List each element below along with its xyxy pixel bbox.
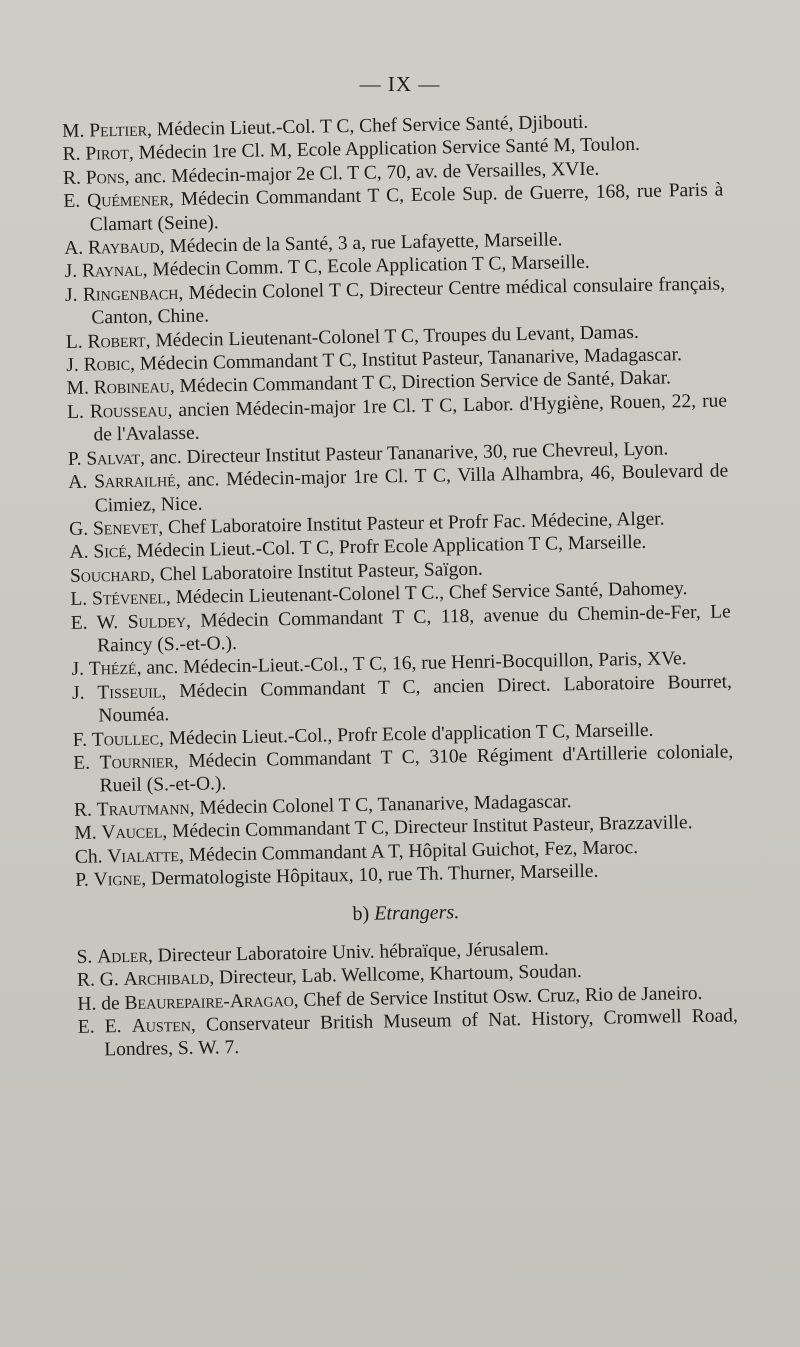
- member-initial: E. W.: [70, 611, 119, 634]
- member-name: Beaurepaire-Aragao: [124, 989, 294, 1014]
- member-initial: G.: [68, 518, 89, 540]
- member-details: , anc. Directeur Institut Pasteur Tananarive, 30, rue Chevreul, Lyon.: [139, 438, 669, 469]
- foreign-members-list: [76, 934, 738, 1063]
- member-details: , Dermatologiste Hôpitaux, 10, rue Th. Thurner, Marseille.: [141, 860, 599, 890]
- member-name: Trautmann: [96, 797, 190, 821]
- member-initial: L.: [70, 588, 88, 611]
- member-details: , Médecin Lieut.-Col. T C, Profr Ecole Application T C, Marseille.: [126, 532, 647, 563]
- member-details: , Conservateur British Museum of Nat. History, Cromwell Road, Londres, S. W. 7.: [104, 1005, 738, 1061]
- member-details: , Médecin de la Santé, 3 a, rue Lafayette, Marseille.: [159, 229, 563, 258]
- member-details: , Médecin Lieutenant-Colonel T C., Chef Service Santé, Dahomey.: [165, 578, 688, 609]
- member-details: , Médecin Lieutenant-Colonel T C, Troupes du Levant, Damas.: [145, 321, 639, 352]
- member-initial: F.: [72, 729, 88, 751]
- member-name: Robert: [87, 330, 146, 353]
- member-name: Vigne: [93, 868, 142, 891]
- member-list: [62, 108, 738, 1062]
- member-name: Sarrailhé: [93, 470, 176, 493]
- member-initial: R.: [62, 167, 82, 189]
- member-details: , Médecin 1re Cl. M, Ecole Application Service Santé M, Toulon.: [128, 134, 641, 165]
- member-initial: L.: [66, 401, 85, 423]
- member-initial: J.: [71, 682, 85, 704]
- page-number: — IX —: [359, 72, 441, 96]
- member-initial: A.: [68, 471, 88, 494]
- member-details: , ancien Médecin-major 1re Cl. T C, Labor. d'Hygiène, Rouen, 22, rue de l'Avalasse.: [93, 390, 728, 446]
- member-details: , Chel Laboratoire Institut Pasteur, Saïgon.: [149, 558, 483, 586]
- section-heading-foreign: [76, 897, 736, 932]
- member-details: , Médecin Commandant T C, 118, avenue du Chemin-de-Fer, Le Raincy (S.-et-O.).: [97, 600, 731, 657]
- member-initial: E.: [73, 752, 91, 774]
- member-initial: R.: [62, 144, 81, 166]
- member-initial: S.: [76, 946, 93, 968]
- member-name: Quémener: [87, 189, 170, 212]
- member-name: Suldey: [127, 610, 187, 633]
- member-name: Sicé: [93, 541, 127, 563]
- member-initial: E.: [63, 190, 81, 213]
- member-name: Salvat: [86, 447, 141, 470]
- member-details: , Médecin Commandant T C, Institut Pasteur, Tananarive, Madagascar.: [129, 344, 683, 375]
- member-name: Rousseau: [89, 400, 168, 423]
- member-initial: J.: [64, 261, 78, 283]
- member-initial: J.: [71, 659, 85, 681]
- member-initial: H. de: [77, 992, 120, 1015]
- member-name: Archibald: [123, 967, 210, 991]
- member-name: Robic: [83, 353, 131, 376]
- member-details: , Médecin Commandant T C, 310e Régiment d'Artillerie coloniale, Rueil (S.-et-O.).: [99, 741, 734, 797]
- member-initial: A.: [64, 237, 84, 260]
- member-details: , Chef de Service Institut Osw. Cruz, Rio de Janeiro.: [293, 982, 703, 1011]
- member-name: Peltier: [89, 119, 148, 142]
- member-name: Ringenbach: [82, 282, 179, 306]
- member-name: Pons: [85, 166, 125, 189]
- member-initial: M.: [62, 120, 85, 142]
- member-name: Vialatte: [107, 844, 180, 867]
- member-details: , Chef Laboratoire Institut Pasteur et Profr Fac. Médecine, Alger.: [158, 508, 665, 539]
- member-initial: P.: [75, 869, 90, 891]
- member-initial: J.: [64, 284, 78, 306]
- section-letter: b): [352, 903, 370, 926]
- member-details: , Médecin Colonel T C, Directeur Centre médical consulaire français, Canton, Chine.: [91, 273, 726, 329]
- member-name: Souchard: [69, 564, 151, 587]
- french-members-list: [62, 108, 735, 892]
- member-details: , anc. Médecin-Lieut.-Col., T C, 16, rue Henri-Bocquillon, Paris, XVe.: [136, 648, 687, 680]
- member-name: Vaucel: [101, 821, 163, 844]
- member-details: , anc. Médecin-major 2e Cl. T C, 70, av. de Versailles, XVIe.: [124, 158, 600, 188]
- member-initial: R. G.: [76, 969, 119, 992]
- member-initial: A.: [69, 541, 89, 564]
- member-details: , Médecin Commandant T C, ancien Direct. Laboratoire Bourret, Nouméa.: [98, 671, 733, 727]
- member-details: , Directeur, Lab. Wellcome, Khartoum, Soudan.: [209, 961, 582, 989]
- member-details: , Médecin Lieut.-Col. T C, Chef Service Santé, Djibouti.: [146, 111, 589, 141]
- member-details: , Médecin Commandant T C, Directeur Institut Pasteur, Brazzaville.: [162, 812, 693, 843]
- member-initial: M.: [66, 378, 90, 400]
- member-details: , Médecin Commandant A T, Hôpital Guichot, Fez, Maroc.: [178, 836, 639, 866]
- member-name: Austen: [131, 1014, 192, 1037]
- member-details: , Médecin Commandant T C, Ecole Sup. de Guerre, 168, rue Paris à Clamart (Seine).: [89, 179, 724, 236]
- member-details: , Médecin Lieut.-Col., Profr Ecole d'application T C, Marseille.: [158, 719, 654, 749]
- member-details: , Médecin Colonel T C, Tananarive, Madagascar.: [189, 790, 572, 819]
- member-name: Pirot: [85, 143, 130, 166]
- member-initial: R.: [73, 799, 93, 821]
- member-details: , Médecin Commandant T C, Direction Service de Santé, Dakar.: [169, 367, 672, 398]
- member-name: Robineau: [93, 376, 170, 399]
- member-details: , Directeur Laboratoire Univ. hébraïque, Jérusalem.: [147, 938, 550, 967]
- member-name: Stévenel: [91, 587, 167, 610]
- member-details: , Médecin Comm. T C, Ecole Application T C, Marseille.: [142, 252, 590, 282]
- member-name: Tournier: [99, 751, 175, 774]
- member-name: Raynal: [81, 260, 143, 283]
- member-name: Adler: [97, 945, 149, 968]
- section-title: Etrangers.: [374, 901, 460, 926]
- member-initial: M.: [74, 822, 97, 845]
- member-initial: L.: [65, 331, 83, 353]
- member-name: Raybaud: [87, 236, 160, 259]
- member-details: , anc. Médecin-major 1re Cl. T C, Villa Alhambra, 46, Boulevard de Cimiez, Nice.: [94, 460, 729, 516]
- member-initial: Ch.: [74, 846, 103, 868]
- member-name: Thézé: [88, 658, 137, 680]
- member-initial: J.: [66, 354, 79, 377]
- member-name: Senevet: [92, 517, 159, 540]
- member-initial: E. E.: [77, 1016, 122, 1038]
- member-initial: P.: [67, 448, 82, 470]
- member-name: Toullec: [91, 727, 160, 751]
- member-name: Tisseuil: [97, 681, 162, 704]
